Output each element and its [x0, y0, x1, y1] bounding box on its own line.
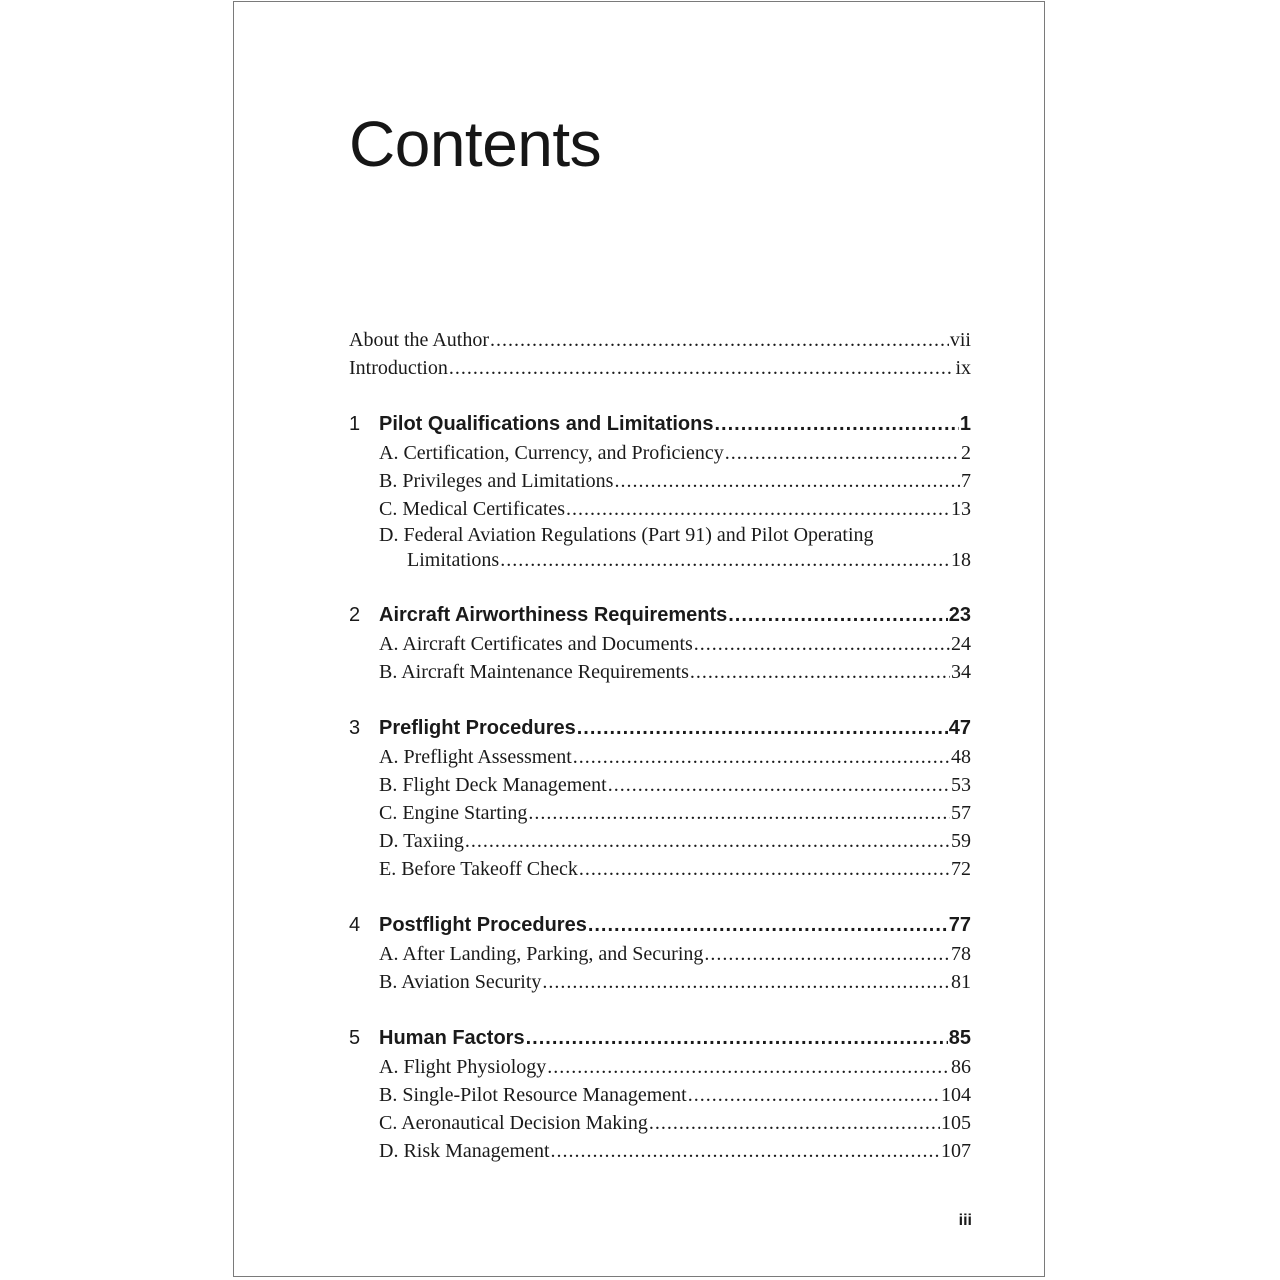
section-page: 105 — [941, 1112, 971, 1134]
dot-leader — [714, 409, 958, 439]
dot-leader — [526, 1023, 948, 1053]
section-entry — [349, 467, 971, 495]
chapter-title: Preflight Procedures — [379, 717, 576, 739]
chapter-title: Pilot Qualifications and Limitations — [379, 413, 714, 435]
section-page: 72 — [951, 858, 971, 880]
section-page: 7 — [961, 470, 971, 492]
dot-leader — [547, 1053, 950, 1081]
chapter-number: 5 — [349, 1027, 361, 1049]
toc-entry-page: ix — [955, 357, 971, 379]
section-label: C. Aeronautical Decision Making — [379, 1112, 648, 1134]
page-title: Contents — [349, 108, 602, 180]
dot-leader — [608, 771, 950, 799]
section-entry — [349, 1109, 971, 1137]
chapter-page: 1 — [959, 413, 971, 435]
dot-leader — [588, 910, 948, 940]
chapter-page: 47 — [948, 717, 971, 739]
section-label: C. Engine Starting — [379, 802, 528, 824]
section-entry — [349, 495, 971, 523]
toc-entry-label: About the Author — [349, 329, 489, 351]
section-label: B. Single-Pilot Resource Management — [379, 1084, 687, 1106]
section-entry — [349, 827, 971, 855]
section-entry — [349, 940, 971, 968]
section-entry — [349, 1081, 971, 1109]
chapter-title: Postflight Procedures — [379, 914, 587, 936]
section-label: C. Medical Certificates — [379, 498, 566, 520]
dot-leader — [577, 713, 948, 743]
section-entry — [349, 855, 971, 883]
dot-leader — [704, 940, 950, 968]
section-label: B. Flight Deck Management — [379, 774, 607, 796]
section-page: 48 — [951, 746, 971, 768]
dot-leader — [614, 467, 960, 495]
table-of-contents — [349, 326, 971, 1165]
section-entry — [349, 968, 971, 996]
section-page: 104 — [941, 1084, 971, 1106]
section-label: A. Certification, Currency, and Proficiency — [379, 442, 724, 464]
chapter-heading-3 — [349, 713, 971, 743]
section-page: 81 — [951, 971, 971, 993]
dot-leader — [449, 354, 955, 382]
section-label: A. Flight Physiology — [379, 1056, 547, 1078]
dot-leader — [465, 827, 950, 855]
section-page: 107 — [941, 1140, 971, 1162]
chapter-heading-2 — [349, 600, 971, 630]
dot-leader — [490, 326, 949, 354]
section-entry — [349, 658, 971, 686]
section-page: 53 — [951, 774, 971, 796]
section-page: 18 — [951, 549, 971, 571]
section-label: A. Aircraft Certificates and Documents — [379, 633, 693, 655]
dot-leader — [579, 855, 950, 883]
section-label: B. Privileges and Limitations — [379, 470, 614, 492]
section-entry — [349, 799, 971, 827]
chapter-number: 3 — [349, 717, 361, 739]
chapter-number: 1 — [349, 413, 361, 435]
section-label: D. Federal Aviation Regulations (Part 91) and Pilot Operating — [379, 524, 874, 546]
toc-entry-label: Introduction — [349, 357, 448, 379]
toc-entry-about-author — [349, 326, 971, 354]
section-page: 86 — [951, 1056, 971, 1078]
dot-leader — [649, 1109, 940, 1137]
section-page: 78 — [951, 943, 971, 965]
dot-leader — [566, 495, 950, 523]
section-label-continued: Limitations — [407, 549, 500, 571]
section-page: 57 — [951, 802, 971, 824]
section-label: A. Preflight Assessment — [379, 746, 572, 768]
chapter-title: Aircraft Airworthiness Requirements — [379, 604, 728, 626]
section-entry — [349, 1137, 971, 1165]
dot-leader — [725, 439, 960, 467]
section-entry — [349, 771, 971, 799]
book-page — [233, 1, 1045, 1277]
section-page: 34 — [951, 661, 971, 683]
dot-leader — [500, 548, 950, 573]
section-entry — [349, 630, 971, 658]
dot-leader — [528, 799, 950, 827]
section-entry — [349, 439, 971, 467]
dot-leader — [542, 968, 950, 996]
section-label: B. Aviation Security — [379, 971, 542, 993]
chapter-title: Human Factors — [379, 1027, 525, 1049]
dot-leader — [728, 600, 948, 630]
section-page: 2 — [961, 442, 971, 464]
section-entry — [349, 1053, 971, 1081]
section-entry-wrapped-line2 — [349, 548, 971, 573]
section-page: 24 — [951, 633, 971, 655]
chapter-page: 23 — [948, 604, 971, 626]
section-label: E. Before Takeoff Check — [379, 858, 578, 880]
section-label: D. Risk Management — [379, 1140, 550, 1162]
chapter-heading-4 — [349, 910, 971, 940]
section-entry-wrapped-line1 — [349, 523, 971, 548]
toc-entry-page: vii — [949, 329, 971, 351]
dot-leader — [573, 743, 950, 771]
section-label: B. Aircraft Maintenance Requirements — [379, 661, 689, 683]
toc-entry-introduction — [349, 354, 971, 382]
section-label: D. Taxiing — [379, 830, 464, 852]
dot-leader — [688, 1081, 940, 1109]
dot-leader — [690, 658, 950, 686]
page-number: iii — [958, 1212, 972, 1229]
section-label: A. After Landing, Parking, and Securing — [379, 943, 704, 965]
chapter-page: 85 — [948, 1027, 971, 1049]
chapter-number: 4 — [349, 914, 361, 936]
section-page: 59 — [951, 830, 971, 852]
chapter-heading-1 — [349, 409, 971, 439]
chapter-heading-5 — [349, 1023, 971, 1053]
section-entry — [349, 743, 971, 771]
dot-leader — [551, 1137, 940, 1165]
chapter-number: 2 — [349, 604, 361, 626]
section-page: 13 — [951, 498, 971, 520]
chapter-page: 77 — [948, 914, 971, 936]
dot-leader — [694, 630, 950, 658]
